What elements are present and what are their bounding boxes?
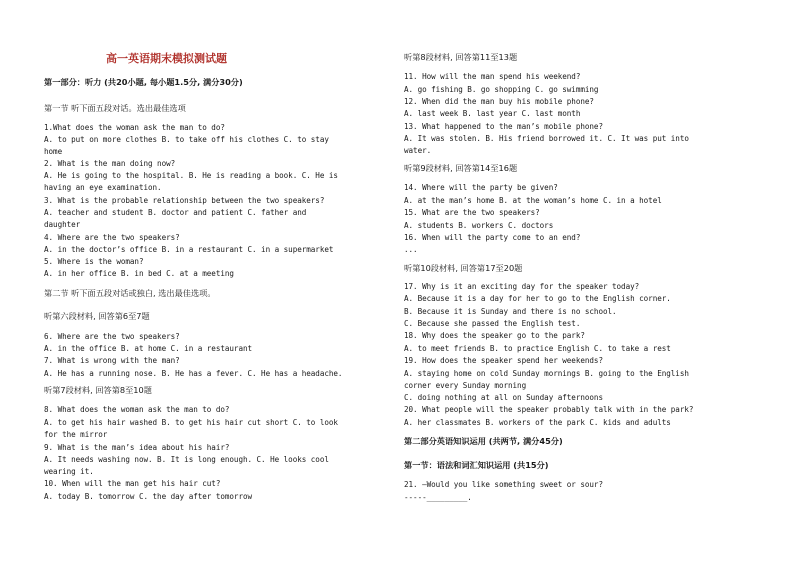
section-heading: 第二部分英语知识运用 (共两节, 满分45分) (404, 436, 563, 446)
section-heading: 第一部分：听力 (共20小题, 每小题1.5分, 满分30分) (44, 77, 243, 87)
text-line: 2. What is the man doing now? (44, 159, 176, 168)
text-line: ... (404, 245, 418, 254)
text-line: A. to put on more clothes B. to take off his clothes C. to stay (44, 135, 329, 144)
section-heading: 听第10段材料, 回答第17至20题 (404, 263, 523, 273)
text-line: 21. —Would you like something sweet or sour? (404, 480, 603, 489)
text-line: A. It was stolen. B. His friend borrowed it. C. It was put into (404, 134, 689, 143)
text-line: 20. What people will the speaker probably talk with in the park? (404, 405, 694, 414)
section-heading: 听第7段材料, 回答第8至10题 (44, 385, 152, 395)
text-line: A. in the office B. at home C. in a restaurant (44, 344, 253, 353)
text-line: 18. Why does the speaker go to the park? (404, 331, 585, 340)
text-line: A. last week B. last year C. last month (404, 109, 581, 118)
text-line: 12. When did the man buy his mobile phone? (404, 97, 594, 106)
text-line: wearing it. (44, 467, 94, 476)
text-line: -----_________. (404, 493, 472, 502)
text-line: 13. What happened to the man’s mobile phone? (404, 122, 603, 131)
section-heading: 第一节 听下面五段对话。选出最佳选项 (44, 103, 186, 113)
text-line: A. students B. workers C. doctors (404, 221, 554, 230)
text-line: corner every Sunday morning (404, 381, 527, 390)
text-line: 1.What does the woman ask the man to do? (44, 123, 225, 132)
text-line: A. in the doctor’s office B. in a restaurant C. in a supermarket (44, 245, 334, 254)
text-line: daughter (44, 220, 81, 229)
section-heading: 第一节：语法和词汇知识运用 (共15分) (404, 460, 549, 470)
text-line: 11. How will the man spend his weekend? (404, 72, 581, 81)
text-line: 10. When will the man get his hair cut? (44, 479, 221, 488)
text-line: for the mirror (44, 430, 108, 439)
text-line: A. to get his hair washed B. to get his hair cut short C. to look (44, 418, 338, 427)
section-heading: 第二节 听下面五段对话或独白, 选出最佳选项。 (44, 288, 216, 298)
text-line: 14. Where will the party be given? (404, 183, 558, 192)
section-heading: 听第六段材料, 回答第6至7题 (44, 311, 150, 321)
text-line: A. today B. tomorrow C. the day after tomorrow (44, 492, 253, 501)
text-line: 3. What is the probable relationship between the two speakers? (44, 196, 325, 205)
text-line: 8. What does the woman ask the man to do? (44, 405, 230, 414)
text-line: 4. Where are the two speakers? (44, 233, 180, 242)
section-heading: 听第9段材料, 回答第14至16题 (404, 163, 518, 173)
text-line: A. her classmates B. workers of the park C. kids and adults (404, 418, 671, 427)
text-line: home (44, 147, 63, 156)
text-line: A. It needs washing now. B. It is long enough. C. He looks cool (44, 455, 329, 464)
text-line: A. at the man’s home B. at the woman’s home C. in a hotel (404, 196, 662, 205)
text-line: A. go fishing B. go shopping C. go swimming (404, 85, 599, 94)
text-line: 15. What are the two speakers? (404, 208, 540, 217)
text-line: C. doing nothing at all on Sunday afternoons (404, 393, 603, 402)
text-line: 16. When will the party come to an end? (404, 233, 581, 242)
text-line: A. in her office B. in bed C. at a meeting (44, 269, 234, 278)
text-line: 6. Where are the two speakers? (44, 332, 180, 341)
section-heading: 听第8段材料, 回答第11至13题 (404, 52, 518, 62)
text-line: 5. Where is the woman? (44, 257, 144, 266)
text-line: 17. Why is it an exciting day for the speaker today? (404, 282, 640, 291)
text-line: 9. What is the man’s idea about his hair? (44, 443, 230, 452)
text-line: A. Because it is a day for her to go to the English corner. (404, 294, 671, 303)
text-line: C. Because she passed the English test. (404, 319, 581, 328)
text-line: A. teacher and student B. doctor and patient C. father and (44, 208, 307, 217)
text-line: A. staying home on cold Sunday mornings B. going to the English (404, 369, 689, 378)
text-line: A. He is going to the hospital. B. He is reading a book. C. He is (44, 171, 338, 180)
text-line: 19. How does the speaker spend her weekends? (404, 356, 603, 365)
text-line: A. He has a running nose. B. He has a fever. C. He has a headache. (44, 369, 343, 378)
page-title: 高一英语期末模拟测试题 (106, 52, 227, 65)
text-line: water. (404, 146, 432, 155)
text-line: 7. What is wrong with the man? (44, 356, 180, 365)
text-line: having an eye examination. (44, 183, 162, 192)
text-line: A. to meet friends B. to practice English C. to take a rest (404, 344, 671, 353)
text-line: B. Because it is Sunday and there is no school. (404, 307, 617, 316)
